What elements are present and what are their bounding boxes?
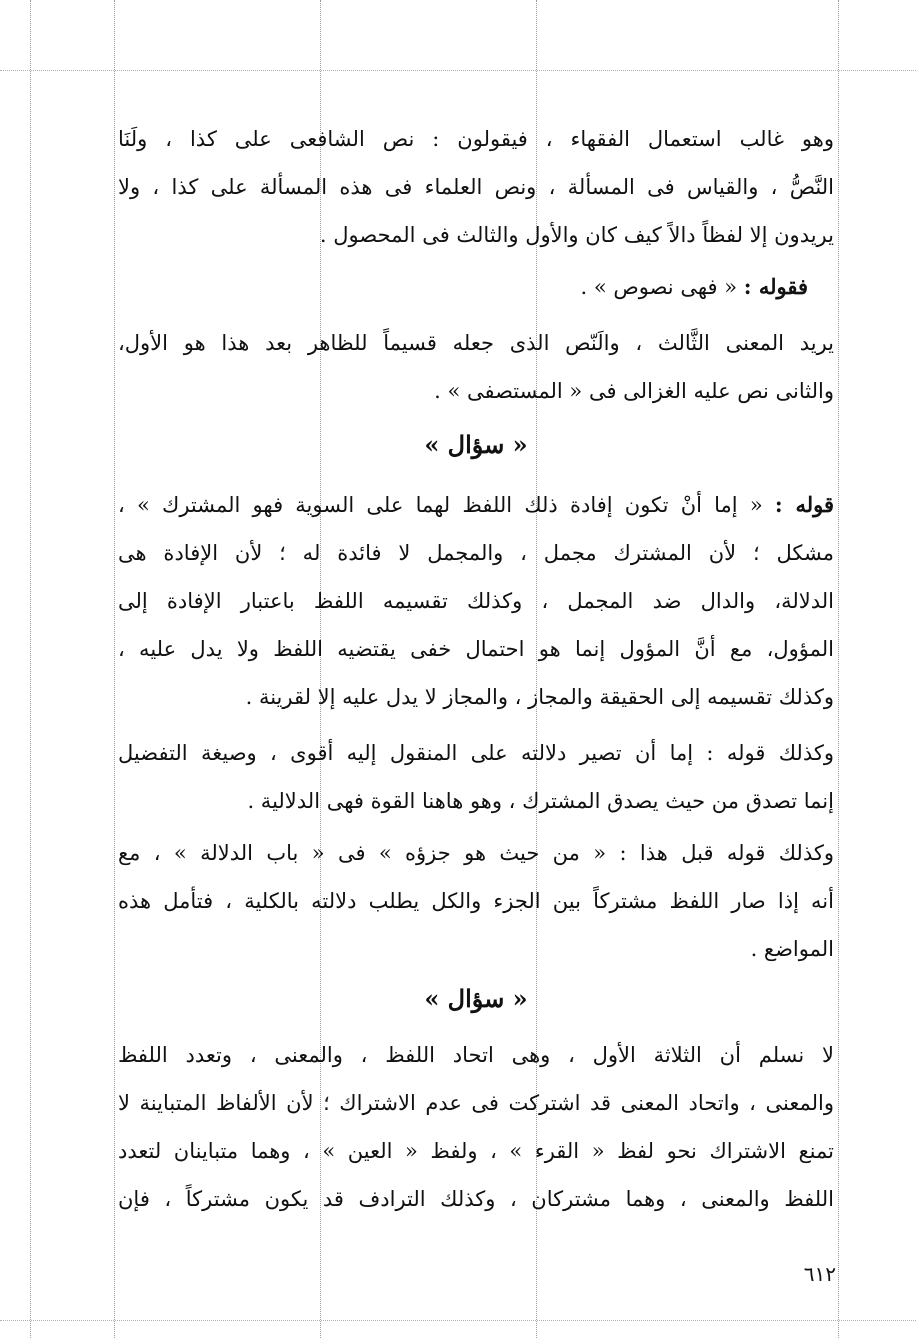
text-line: وكذلك قوله : إما أن تصير دلالته على المنقول إليه أقوى ، وصيغة التفضيل <box>118 741 834 765</box>
text-line: وكذلك قوله قبل هذا : « من حيث هو جزؤه » فى « باب الدلالة » ، مع <box>118 841 834 865</box>
text-line <box>118 490 834 520</box>
text-line: وهو غالب استعمال الفقهاء ، فيقولون : نص الشافعى على كذا ، ولَنَا <box>118 127 834 151</box>
quote-label: فقوله : <box>743 274 808 299</box>
quote-text: « فهى نصوص » . <box>580 275 738 299</box>
section-heading: « سؤال » <box>424 430 528 459</box>
quote-label: قوله : <box>774 492 834 517</box>
text-line: لا نسلم أن الثلاثة الأول ، وهى اتحاد اللفظ ، والمعنى ، وتعدد اللفظ <box>118 1043 834 1067</box>
text-line: يريد المعنى الثَّالث ، والَنّص الذى جعله قسيماً للظاهر بعد هذا هو الأول، <box>118 331 834 355</box>
text-line: إنما تصدق من حيث يصدق المشترك ، وهو هاهنا القوة فهى الدلالية . <box>247 789 834 813</box>
scan-guide-line <box>0 1320 916 1321</box>
text-line: المؤول، مع أنَّ المؤول إنما هو احتمال خفى يقتضيه اللفظ ولا يدل عليه ، <box>118 637 834 661</box>
scan-guide-line <box>30 0 31 1338</box>
quote-text: « إما أنْ تكون إفادة ذلك اللفظ لهما على السوية فهو المشترك » ، <box>118 493 763 517</box>
text-line: أنه إذا صار اللفظ مشتركاً بين الجزء والكل يطلب دلالته بالكلية ، فتأمل هذه <box>118 889 834 913</box>
text-line: الدلالة، والدال ضد المجمل ، وكذلك تقسيمه اللفظ باعتبار الإفادة إلى <box>118 589 834 613</box>
text-line: النَّصُّ ، والقياس فى المسألة ، ونص العلماء فى هذه المسألة على كذا ، ولا <box>118 175 834 199</box>
scan-guide-line <box>0 70 916 71</box>
text-line: المواضع . <box>750 937 834 961</box>
scan-guide-line <box>114 0 115 1338</box>
text-line: والثانى نص عليه الغزالى فى « المستصفى » . <box>434 379 834 403</box>
text-line: وكذلك تقسيمه إلى الحقيقة والمجاز ، والمجاز لا يدل عليه إلا لقرينة . <box>245 685 834 709</box>
text-line: مشكل ؛ لأن المشترك مجمل ، والمجمل لا فائدة له ؛ لأن الإفادة هى <box>118 541 834 565</box>
text-line: اللفظ والمعنى ، وهما مشتركان ، وكذلك الترادف قد يكون مشتركاً ، فإن <box>118 1187 834 1211</box>
text-line: تمنع الاشتراك نحو لفظ « القرء » ، ولفظ « العين » ، وهما متباينان لتعدد <box>118 1139 834 1163</box>
text-line <box>118 272 808 302</box>
text-line: والمعنى ، واتحاد المعنى قد اشتركت فى عدم الاشتراك ؛ لأن الألفاظ المتباينة لا <box>118 1091 834 1115</box>
scan-guide-line <box>838 0 839 1338</box>
text-line: يريدون إلا لفظاً دالاً كيف كان والأول والثالث فى المحصول . <box>319 223 834 247</box>
page-number: ٦١٢ <box>803 1262 836 1286</box>
section-heading: « سؤال » <box>424 984 528 1013</box>
